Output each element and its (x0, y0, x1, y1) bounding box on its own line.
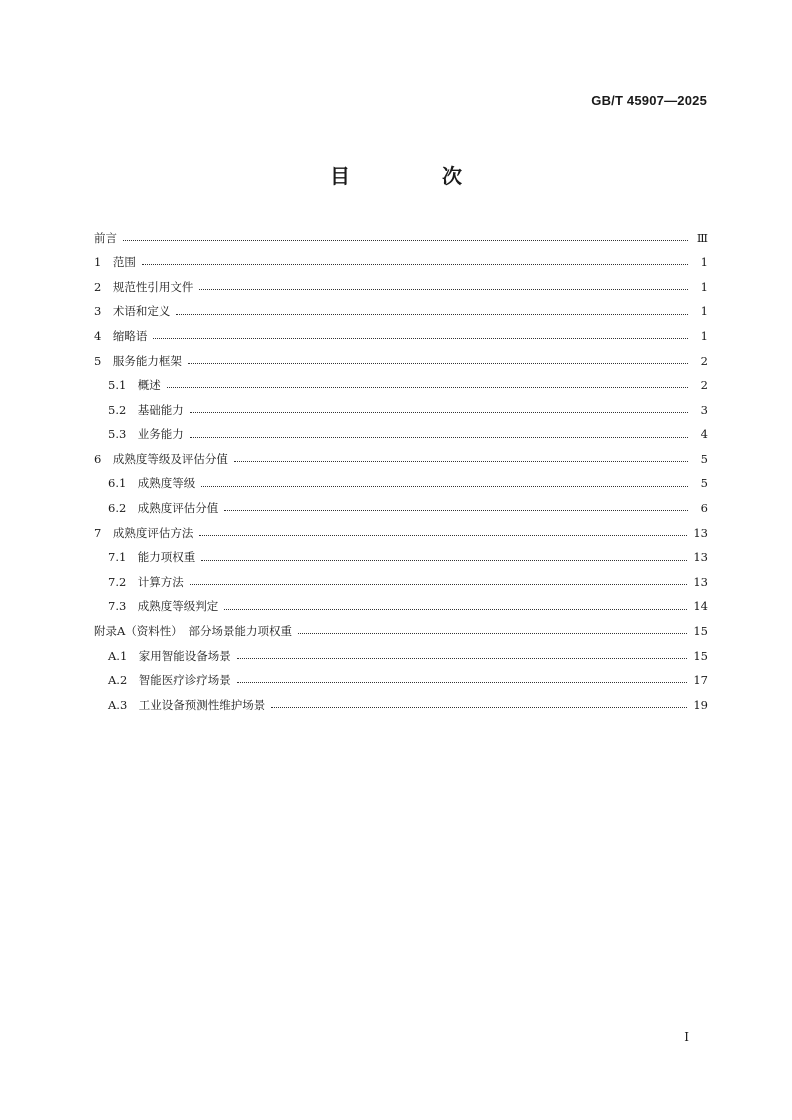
toc-dot-leader (201, 560, 687, 561)
toc-entry-label: A.2 智能医疗诊疗场景 (108, 673, 231, 688)
toc-entry-page: 1 (700, 255, 708, 270)
toc-entry[interactable] (94, 275, 708, 300)
toc-entry-label: A.1 家用智能设备场景 (108, 648, 231, 663)
toc-entry[interactable] (94, 472, 708, 497)
toc-entry-page: 13 (693, 574, 708, 589)
toc-entry[interactable] (94, 620, 708, 645)
toc-entry-label: 5 服务能力框架 (94, 353, 182, 368)
toc-entry[interactable] (94, 644, 708, 669)
page-number: I (684, 1030, 689, 1044)
toc-entry-label: 6 成熟度等级及评估分值 (94, 451, 228, 466)
toc-entry-page: 6 (700, 501, 708, 516)
toc-entry[interactable] (94, 521, 708, 546)
toc-entry[interactable] (94, 251, 708, 276)
page-title: 目 次 (330, 164, 498, 188)
toc-dot-leader (298, 633, 687, 634)
toc-dot-leader (234, 461, 688, 462)
toc-entry[interactable] (94, 693, 708, 718)
toc-entry[interactable] (94, 546, 708, 571)
toc-entry[interactable] (94, 374, 708, 399)
toc-dot-leader (224, 609, 687, 610)
toc-dot-leader (190, 437, 688, 438)
toc-entry-label: 3 术语和定义 (94, 304, 171, 319)
toc-entry-page: 4 (700, 427, 708, 442)
toc-entry-label: 7.1 能力项权重 (108, 550, 196, 565)
toc-entry-page: 1 (700, 328, 708, 343)
toc-entry-page: 13 (693, 525, 708, 540)
toc-entry-page: 15 (693, 648, 708, 663)
toc-dot-leader (190, 412, 688, 413)
toc-dot-leader (271, 707, 687, 708)
toc-entry-label: 7.2 计算方法 (108, 574, 184, 589)
toc-entry[interactable] (94, 349, 708, 374)
toc-entry-page: 2 (700, 353, 708, 368)
toc-entry[interactable] (94, 669, 708, 694)
toc-entry-label: 前言 (94, 230, 117, 245)
toc-entry-page: 17 (693, 673, 708, 688)
toc-dot-leader (224, 510, 688, 511)
toc-dot-leader (237, 658, 688, 659)
toc-entry-label: 5.3 业务能力 (108, 427, 184, 442)
toc-entry-page: 13 (693, 550, 708, 565)
toc-entry-label: 7 成熟度评估方法 (94, 525, 194, 540)
toc-entry-label: 附录A（资料性） 部分场景能力项权重 (94, 624, 293, 639)
toc-dot-leader (201, 486, 688, 487)
toc-entry-page: 19 (693, 697, 708, 712)
toc-entry-label: 4 缩略语 (94, 328, 148, 343)
toc-entry-label: 7.3 成熟度等级判定 (108, 599, 219, 614)
toc-entry-label: 6.2 成熟度评估分值 (108, 501, 219, 516)
toc-entry-page: 5 (700, 451, 708, 466)
toc-dot-leader (188, 363, 688, 364)
standard-code: GB/T 45907—2025 (591, 93, 707, 108)
toc-entry[interactable] (94, 447, 708, 472)
toc-entry-label: 2 规范性引用文件 (94, 279, 194, 294)
toc-dot-leader (199, 535, 687, 536)
toc-entry[interactable] (94, 423, 708, 448)
toc-entry[interactable] (94, 398, 708, 423)
toc-entry-page: 3 (700, 402, 708, 417)
toc-dot-leader (142, 264, 688, 265)
toc-entry-label: 1 范围 (94, 255, 136, 270)
toc-entry-label: 5.2 基础能力 (108, 402, 184, 417)
toc-entry-page: 5 (700, 476, 708, 491)
toc-entry[interactable] (94, 497, 708, 522)
toc-entry[interactable] (94, 300, 708, 325)
toc-dot-leader (190, 584, 688, 585)
toc-entry-page: 1 (700, 279, 708, 294)
toc-entry-page: 2 (700, 378, 708, 393)
toc-entry[interactable] (94, 324, 708, 349)
toc-entry-page: Ⅲ (696, 230, 708, 245)
toc-entry-page: 1 (700, 304, 708, 319)
toc-entry-label: 5.1 概述 (108, 378, 161, 393)
toc-dot-leader (176, 314, 688, 315)
toc-dot-leader (237, 682, 688, 683)
toc-dot-leader (123, 240, 688, 241)
toc-entry-label: 6.1 成熟度等级 (108, 476, 196, 491)
toc-entry-label: A.3 工业设备预测性维护场景 (108, 697, 266, 712)
toc-entry-page: 14 (693, 599, 708, 614)
toc-entry-page: 15 (693, 624, 708, 639)
toc-entry[interactable] (94, 595, 708, 620)
toc-entry[interactable] (94, 570, 708, 595)
table-of-contents (94, 226, 708, 718)
toc-entry[interactable] (94, 226, 708, 251)
toc-dot-leader (153, 338, 688, 339)
toc-dot-leader (167, 387, 688, 388)
toc-dot-leader (199, 289, 688, 290)
